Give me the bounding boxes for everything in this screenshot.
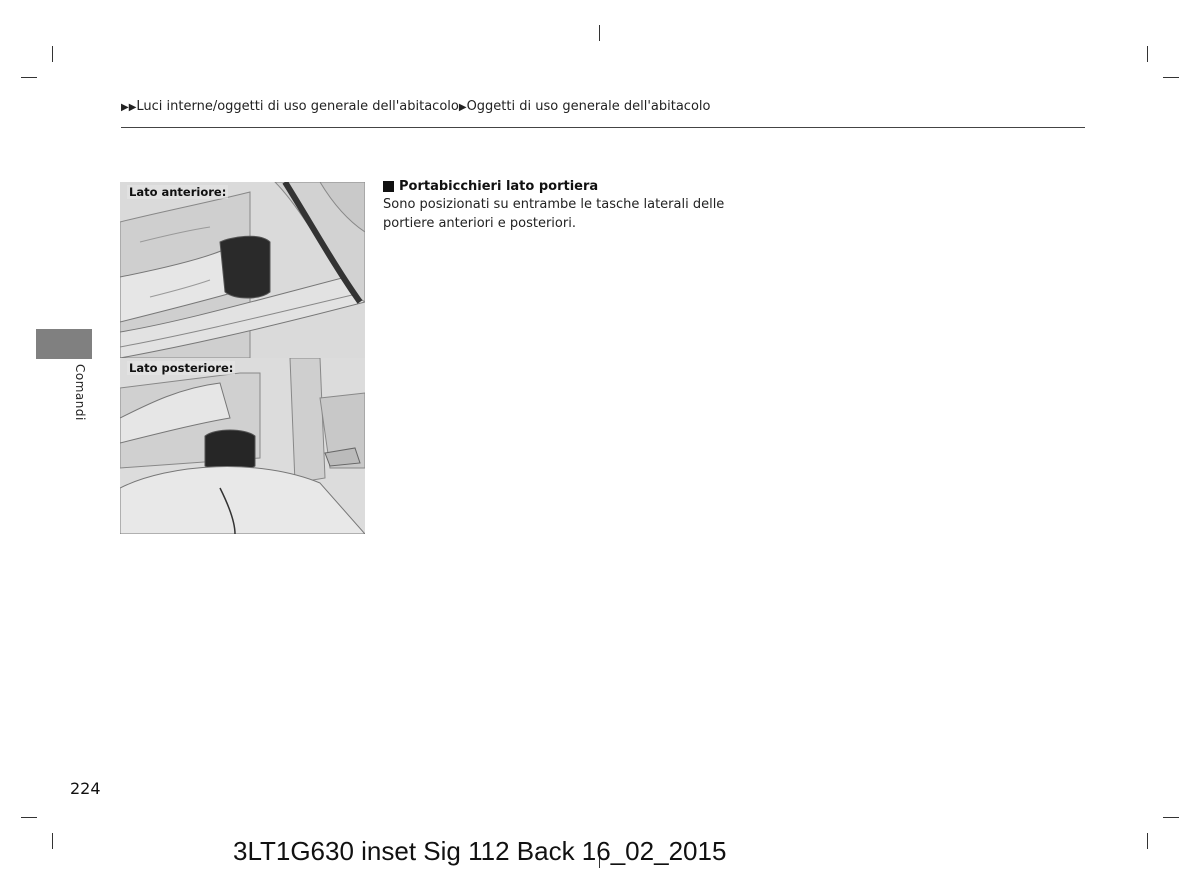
side-tab-marker (36, 329, 92, 359)
front-figure-label: Lato anteriore: (129, 185, 227, 199)
crop-mark (1147, 833, 1148, 849)
section-body: Sono posizionati su entrambe le tasche laterali delle portiere anteriori e posteriori. (383, 197, 725, 231)
section-heading (383, 179, 743, 194)
section-title: Portabicchieri lato portiera (399, 179, 599, 194)
rear-door-cupholder-illustration (120, 358, 365, 534)
breadcrumb-arrows-icon: ▶▶ (121, 102, 137, 113)
print-job-line: 3LT1G630 inset Sig 112 Back 16_02_2015 (233, 836, 727, 866)
crop-mark (52, 833, 53, 849)
black-square-icon (383, 181, 394, 192)
rear-figure-label: Lato posteriore: (129, 361, 234, 375)
breadcrumb-part-1: Luci interne/oggetti di uso generale dell'abitacolo (136, 99, 459, 114)
crop-mark (1147, 46, 1148, 62)
crop-mark (21, 817, 37, 818)
crop-mark (1163, 817, 1179, 818)
breadcrumb-part-2: Oggetti di uso generale dell'abitacolo (466, 99, 711, 114)
crop-mark (52, 46, 53, 62)
front-door-cupholder-illustration (120, 182, 365, 358)
side-tab-label: Comandi (73, 364, 87, 421)
door-cupholder-section (383, 179, 743, 233)
crop-mark (21, 77, 37, 78)
header-rule (121, 127, 1085, 128)
breadcrumb-separator-icon: ▶ (458, 102, 467, 113)
crop-mark (1163, 77, 1179, 78)
breadcrumb (121, 99, 710, 114)
crop-mark (599, 25, 600, 41)
page-number: 224 (70, 779, 101, 798)
